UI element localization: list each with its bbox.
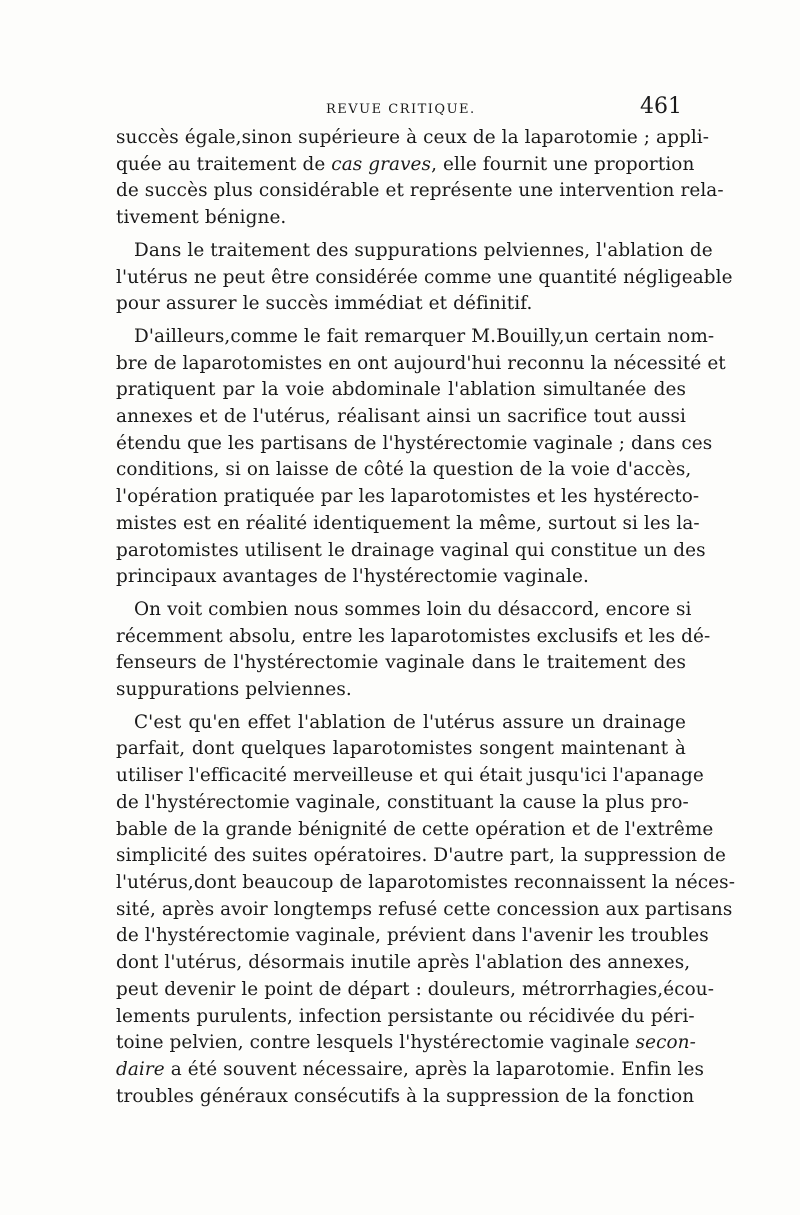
text-line: utiliser l'efficacité merveilleuse et qui était jusqu'ici l'apanage (116, 765, 704, 787)
text-line: On voit combien nous sommes loin du désaccord, encore si (134, 598, 692, 620)
text-line: C'est qu'en effet l'ablation de l'utérus assure un drainage (134, 711, 686, 733)
text-line: toine pelvien, contre lesquels l'hystérectomie vaginale secon- (116, 1032, 696, 1054)
text-line: de l'hystérectomie vaginale, constituant la cause la plus pro- (116, 791, 689, 813)
text-line: annexes et de l'utérus, réalisant ainsi un sacrifice tout aussi (116, 406, 686, 428)
text-line: conditions, si on laisse de côté la question de la voie d'accès, (116, 459, 692, 481)
running-head (116, 94, 684, 124)
text-line: dont l'utérus, désormais inutile après l'ablation des annexes, (116, 952, 691, 974)
text-line: mistes est en réalité identiquement la même, surtout si les la- (116, 512, 700, 534)
text-line: bre de laparotomistes en ont aujourd'hui reconnu la nécessité et (116, 352, 726, 374)
text-line: pour assurer le succès immédiat et définitif. (116, 293, 533, 315)
text-line: l'utérus ne peut être considérée comme une quantité négligeable (116, 266, 733, 288)
text-line: bable de la grande bénignité de cette opération et de l'extrême (116, 818, 714, 840)
page-number: 461 (640, 94, 682, 119)
text-line: succès égale,sinon supérieure à ceux de la laparotomie ; appli- (116, 127, 710, 148)
text-line: Dans le traitement des suppurations pelviennes, l'ablation de (134, 239, 713, 261)
text-line: sité, après avoir longtemps refusé cette concession aux partisans (116, 898, 733, 920)
text-line: simplicité des suites opératoires. D'autre part, la suppression de (116, 845, 726, 867)
text-line: lements purulents, infection persistante ou récidivée du péri- (116, 1005, 695, 1027)
text-line: de succès plus considérable et représente une intervention rela- (116, 180, 724, 202)
text-line: fenseurs de l'hystérectomie vaginale dans le traitement des (116, 652, 686, 674)
text-line: parotomistes utilisent le drainage vaginal qui constitue un des (116, 539, 706, 561)
text-line: D'ailleurs,comme le fait remarquer M.Bouilly,un certain nom- (134, 325, 715, 347)
text-line: quée au traitement de cas graves, elle fournit une proportion (116, 153, 695, 175)
text-line: l'utérus,dont beaucoup de laparotomistes reconnaissent la néces- (116, 871, 736, 893)
text-line: peut devenir le point de départ : douleurs, métrorrhagies,écou- (116, 978, 715, 1000)
text-line: étendu que les partisans de l'hystérectomie vaginale ; dans ces (116, 432, 713, 454)
italic-phrase: daire (116, 1058, 165, 1080)
text-line: principaux avantages de l'hystérectomie vaginale. (116, 566, 589, 588)
text-line: pratiquent par la voie abdominale l'ablation simultanée des (116, 379, 686, 401)
body-text (116, 125, 736, 1116)
italic-phrase: cas graves (331, 153, 432, 175)
text-line: suppurations pelviennes. (116, 679, 352, 701)
paragraph-4 (116, 597, 711, 704)
paragraph-1 (116, 125, 724, 232)
text-line: parfait, dont quelques laparotomistes songent maintenant à (116, 738, 686, 760)
text-line: daire a été souvent nécessaire, après la laparotomie. Enfin les (116, 1058, 705, 1080)
text-line: de l'hystérectomie vaginale, prévient dans l'avenir les troubles (116, 925, 709, 947)
paragraph-5 (116, 710, 736, 1111)
running-title: REVUE CRITIQUE. (326, 102, 476, 117)
text-line: tivement bénigne. (116, 207, 287, 229)
italic-phrase: secon- (635, 1032, 696, 1054)
paragraph-2 (116, 238, 733, 318)
paragraph-3 (116, 324, 726, 591)
text-line: récemment absolu, entre les laparotomistes exclusifs et les dé- (116, 625, 711, 647)
text-line: troubles généraux consécutifs à la suppression de la fonction (116, 1085, 695, 1107)
text-line: l'opération pratiquée par les laparotomistes et les hystérecto- (116, 486, 700, 508)
